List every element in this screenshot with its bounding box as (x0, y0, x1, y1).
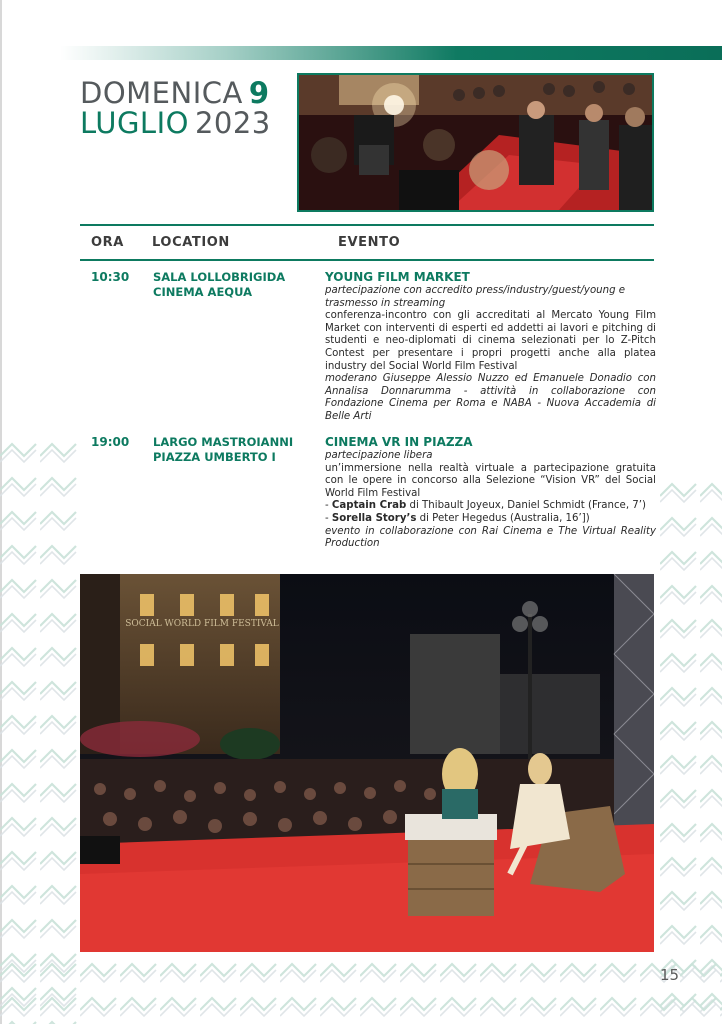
event-subtitle: partecipazione libera (325, 450, 433, 461)
schedule-row (80, 270, 654, 425)
location-line-1: SALA LOLLOBRIGIDA (153, 270, 286, 284)
event-note: moderano Giuseppe Alessio Nuzzo ed Emanuele Donadio con Annalisa Donnarumma - attività in collaborazione con Fondazione Cinema per Roma e NABA - Nuova Accademia di Belle Arti (325, 373, 656, 422)
event-note: evento in collaborazione con Rai Cinema e The Virtual Reality Production (325, 525, 656, 550)
film-dash: - (325, 500, 332, 512)
column-header-evento: EVENTO (338, 235, 401, 250)
year: 2023 (194, 106, 271, 140)
day-name: DOMENICA (80, 76, 243, 110)
schedule-row (80, 435, 654, 555)
film-title: Sorella Story’s (331, 512, 417, 524)
festival-sign-text: SOCIAL WORLD FILM FESTIVAL (125, 619, 279, 629)
event-description: conferenza-incontro con gli accreditati al Mercato Young Film Market con interventi di esperti ed addetti ai lavori e pitching di studenti e neo-diplomati di cinema selezionati per lo Z-Pitch Contest per presentare i propri progetti anche alla platea industry del Social World Film Festival (325, 310, 656, 372)
schedule-table-header (80, 224, 654, 261)
event-description: un’immersione nella realtà virtuale a partecipazione gratuita con le opere in concorso alla Selezione “Vision VR” del Social World Film Festival (325, 462, 656, 499)
piazza-stage-photo (80, 574, 654, 952)
event-title: YOUNG FILM MARKET (325, 270, 470, 284)
location-line-2: PIAZZA UMBERTO I (153, 450, 276, 464)
column-header-ora: ORA (91, 235, 124, 250)
film-dash: - (325, 512, 332, 524)
event-subtitle: partecipazione con accredito press/industry/guest/young e trasmesso in streaming (325, 285, 626, 309)
film-credit: di Peter Hegedus (Australia, 16’]) (416, 512, 590, 524)
chevron-pattern-left (0, 430, 80, 1024)
chevron-pattern-bottom (0, 950, 722, 1024)
event-time: 10:30 (91, 270, 130, 284)
film-item (325, 500, 656, 513)
date-line-day (80, 78, 271, 108)
film-item (325, 513, 656, 526)
event-details (325, 270, 656, 424)
date-heading (80, 78, 271, 138)
page-number: 15 (660, 966, 680, 984)
red-carpet-photo (297, 73, 654, 212)
month-name: LUGLIO (80, 106, 189, 140)
chevron-pattern-right (660, 470, 722, 1024)
top-gradient-band (60, 46, 722, 60)
event-title: CINEMA VR IN PIAZZA (325, 435, 473, 449)
location-line-1: LARGO MASTROIANNI (153, 435, 294, 449)
event-time: 19:00 (91, 435, 130, 449)
location-line-2: CINEMA AEQUA (153, 285, 252, 299)
event-details (325, 435, 656, 551)
day-number: 9 (248, 76, 270, 110)
event-location (153, 435, 328, 465)
film-title: Captain Crab (331, 500, 407, 512)
event-location (153, 270, 328, 300)
date-line-month (80, 108, 271, 138)
film-credit: di Thibault Joyeux, Daniel Schmidt (France, 7’) (406, 500, 646, 512)
column-header-location: LOCATION (152, 235, 230, 250)
